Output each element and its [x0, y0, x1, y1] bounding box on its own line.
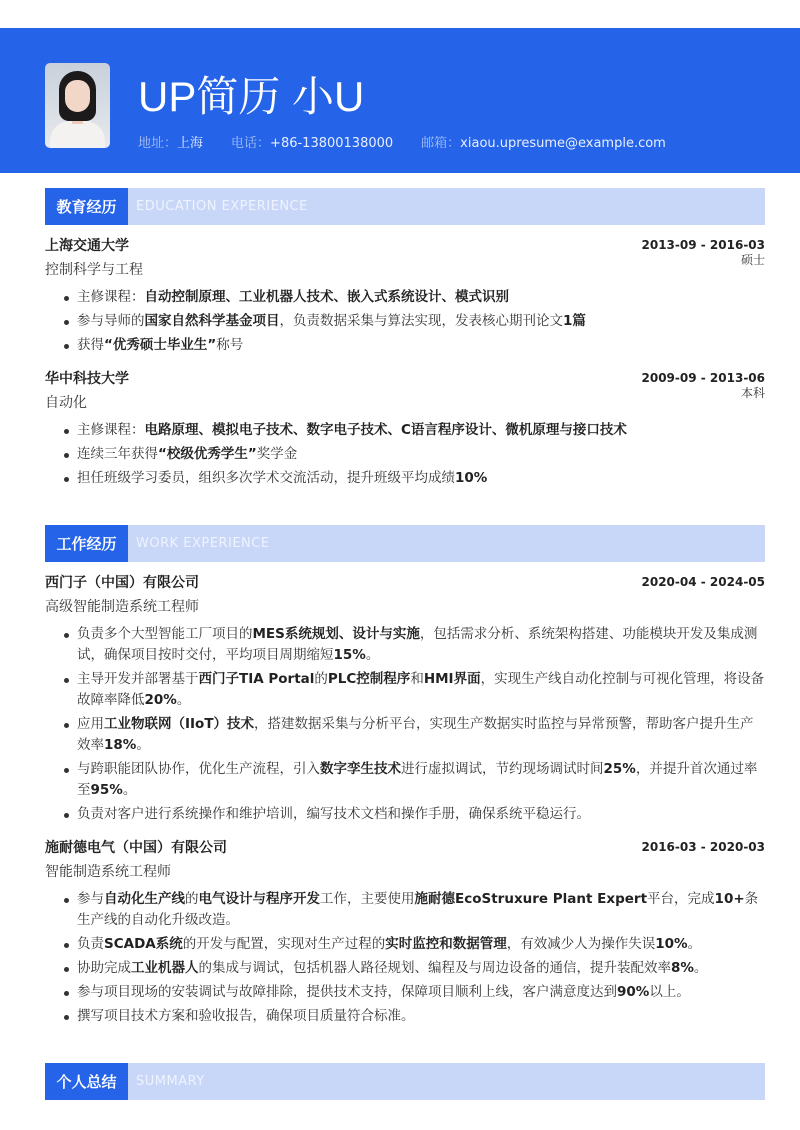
- bullet-list: [45, 889, 765, 1027]
- bullet-item: [65, 958, 765, 979]
- contact-address: [138, 132, 203, 151]
- contact-value: 上海: [177, 136, 204, 151]
- bold-text: MES系统规划、设计与实施: [252, 626, 420, 642]
- section-header: [45, 525, 765, 562]
- entry-name: 施耐德电气（中国）有限公司: [45, 840, 227, 856]
- profile-photo: [45, 63, 110, 148]
- bullet-item: [65, 468, 765, 489]
- text: ，包括需求分析、系统架构搭建、功能模块开发及集成测试，确保项目按时交付，平均项目周期缩短: [77, 626, 758, 663]
- bold-text: 15%: [333, 647, 366, 663]
- entry-subheading: [45, 857, 765, 881]
- text: 的集成与调试，包括机器人路径规划、编程及与周边设备的通信，提升装配效率: [198, 960, 671, 976]
- bullet-list: [45, 624, 765, 825]
- bold-text: 施耐德EcoStruxure Plant Expert: [414, 891, 648, 907]
- bold-text: “优秀硕士毕业生”: [104, 337, 217, 353]
- bold-text: 电气设计与程序开发: [198, 891, 320, 907]
- entry: [45, 572, 765, 825]
- bold-text: 90%: [617, 984, 650, 1000]
- text: 参与导师的: [77, 313, 145, 329]
- bullet-item: [65, 804, 765, 825]
- entry: [45, 368, 765, 489]
- text: ，并提升首次通过率至: [77, 761, 758, 798]
- text: 。: [136, 737, 150, 753]
- text: 参与: [77, 891, 104, 907]
- section-gap: [45, 1039, 765, 1063]
- entry-name: 上海交通大学: [45, 238, 129, 254]
- text: 担任班级学习委员，组织多次学术交流活动，提升班级平均成绩: [77, 470, 455, 486]
- text: 平台，完成: [647, 891, 715, 907]
- bullet-item: [65, 889, 765, 931]
- section-header: [45, 188, 765, 225]
- bold-text: 10%: [655, 936, 688, 952]
- bullet-item: [65, 982, 765, 1003]
- bullet-item: [65, 934, 765, 955]
- contact-value: xiaou.upresume@example.com: [460, 136, 666, 151]
- bold-text: SCADA系统: [104, 936, 183, 952]
- entry-role: 控制科学与工程: [45, 262, 143, 278]
- text: 。: [176, 692, 191, 708]
- section-gap: [45, 501, 765, 525]
- text: 。: [122, 782, 137, 798]
- bold-text: 20%: [144, 692, 177, 708]
- contact-info: [138, 132, 666, 151]
- bold-text: 18%: [104, 737, 137, 753]
- bullet-item: [65, 714, 765, 756]
- section-header: [45, 1063, 765, 1100]
- bullet-item: [65, 669, 765, 711]
- entry-name: 西门子（中国）有限公司: [45, 575, 199, 591]
- text: 奖学金: [256, 446, 298, 462]
- contact-email: [421, 132, 666, 151]
- contact-label: 邮箱：: [421, 136, 461, 151]
- text: ，负责数据采集与算法实现，发表核心期刊论文: [279, 313, 563, 329]
- bullet-item: [65, 624, 765, 666]
- text: ，搭建数据采集与分析平台，实现生产数据实时监控与异常预警，帮助客户提升生产效率: [77, 716, 754, 753]
- resume-header: [0, 28, 800, 173]
- entry-heading: [45, 837, 765, 857]
- bullet-item: [65, 1006, 765, 1027]
- bold-text: 10%: [455, 470, 488, 486]
- contact-label: 电话：: [231, 136, 271, 151]
- text: 。: [687, 936, 702, 952]
- text: 条生产线的自动化升级改造。: [77, 891, 759, 928]
- text: 进行虚拟调试，节约现场调试时间: [401, 761, 604, 777]
- entry-date: 2013-09 - 2016-03: [641, 238, 765, 252]
- bullet-item: [65, 444, 765, 465]
- contact-value: +86-13800138000: [270, 136, 394, 151]
- bold-text: 实时监控和数据管理: [385, 936, 507, 952]
- text: 的: [314, 671, 328, 687]
- text: 主修课程：: [77, 422, 145, 438]
- section-title-en: SUMMARY: [136, 1074, 205, 1089]
- entry-name: 华中科技大学: [45, 371, 129, 387]
- text: 主导开发并部署基于: [77, 671, 199, 687]
- entry-heading: [45, 368, 765, 388]
- entry-role: 高级智能制造系统工程师: [45, 599, 199, 615]
- entry-date: 2009-09 - 2013-06: [641, 371, 765, 385]
- entry-heading: [45, 572, 765, 592]
- section-title: 教育经历: [45, 188, 128, 225]
- text: 的: [185, 891, 199, 907]
- bold-text: 1篇: [563, 313, 586, 329]
- bullet-list: [45, 287, 765, 356]
- candidate-name: UP简历 小U: [138, 73, 365, 120]
- entry-degree: 本科: [740, 386, 765, 400]
- entry-subheading: [45, 388, 765, 412]
- entry: [45, 837, 765, 1027]
- entry-role: 智能制造系统工程师: [45, 864, 171, 880]
- bold-text: 国家自然科学基金项目: [144, 313, 280, 329]
- text: ，实现生产线自动化控制与可视化管理，将设备故障率降低: [77, 671, 765, 708]
- section-title: 工作经历: [45, 525, 128, 562]
- text: 连续三年获得: [77, 446, 158, 462]
- section-title: 个人总结: [45, 1063, 128, 1100]
- bold-text: 西门子TIA Portal: [198, 671, 315, 687]
- text: 工作，主要使用: [320, 891, 415, 907]
- text: 与跨职能团队协作，优化生产流程，引入: [77, 761, 320, 777]
- text: ，有效减少人为操作失误: [506, 936, 656, 952]
- entry-role: 自动化: [45, 395, 87, 411]
- bold-text: 10+: [714, 891, 745, 907]
- bold-text: 数字孪生技术: [320, 761, 401, 777]
- contact-label: 地址：: [138, 136, 178, 151]
- entry-date: 2020-04 - 2024-05: [641, 575, 765, 589]
- entry: [45, 235, 765, 356]
- bold-text: 95%: [90, 782, 123, 798]
- bold-text: PLC控制程序: [327, 671, 411, 687]
- entry-subheading: [45, 255, 765, 279]
- text: 的开发与配置，实现对生产过程的: [182, 936, 386, 952]
- bold-text: 自动控制原理、工业机器人技术、嵌入式系统设计、模式识别: [144, 289, 509, 305]
- bullet-item: [65, 759, 765, 801]
- bold-text: 电路原理、模拟电子技术、数字电子技术、C语言程序设计、微机原理与接口技术: [144, 422, 627, 438]
- bullet-item: [65, 335, 765, 356]
- bold-text: HMI界面: [423, 671, 481, 687]
- entry-heading: [45, 235, 765, 255]
- text: 负责: [77, 936, 104, 952]
- bold-text: 工业物联网（IIoT）技术: [104, 716, 255, 732]
- entry-degree: 硕士: [740, 253, 765, 267]
- section-title-en: EDUCATION EXPERIENCE: [136, 199, 308, 214]
- bold-text: 25%: [603, 761, 636, 777]
- text: 和: [410, 671, 424, 687]
- entry-date: 2016-03 - 2020-03: [641, 840, 765, 854]
- entry-subheading: [45, 592, 765, 616]
- text: 负责多个大型智能工厂项目的: [77, 626, 253, 642]
- text: 参与项目现场的安装调试与故障排除，提供技术支持，保障项目顺利上线，客户满意度达到: [77, 984, 617, 1000]
- text: 。: [693, 960, 708, 976]
- bullet-item: [65, 311, 765, 332]
- text: 协助完成: [77, 960, 131, 976]
- bold-text: 工业机器人: [131, 960, 199, 976]
- text: 负责对客户进行系统操作和维护培训，编写技术文档和操作手册，确保系统平稳运行。: [77, 806, 590, 822]
- section-title-en: WORK EXPERIENCE: [136, 536, 270, 551]
- text: 。: [365, 647, 380, 663]
- text: 获得: [77, 337, 104, 353]
- bold-text: 8%: [671, 960, 694, 976]
- resume-body: [45, 188, 765, 1110]
- bold-text: “校级优秀学生”: [158, 446, 257, 462]
- text: 应用: [77, 716, 104, 732]
- bold-text: 自动化生产线: [104, 891, 185, 907]
- bullet-list: [45, 420, 765, 489]
- bullet-item: [65, 420, 765, 441]
- text: 主修课程：: [77, 289, 145, 305]
- text: 以上。: [649, 984, 690, 1000]
- bullet-item: [65, 287, 765, 308]
- text: 称号: [216, 337, 244, 353]
- contact-phone: [231, 132, 393, 151]
- text: 撰写项目技术方案和验收报告，确保项目质量符合标准。: [77, 1008, 415, 1024]
